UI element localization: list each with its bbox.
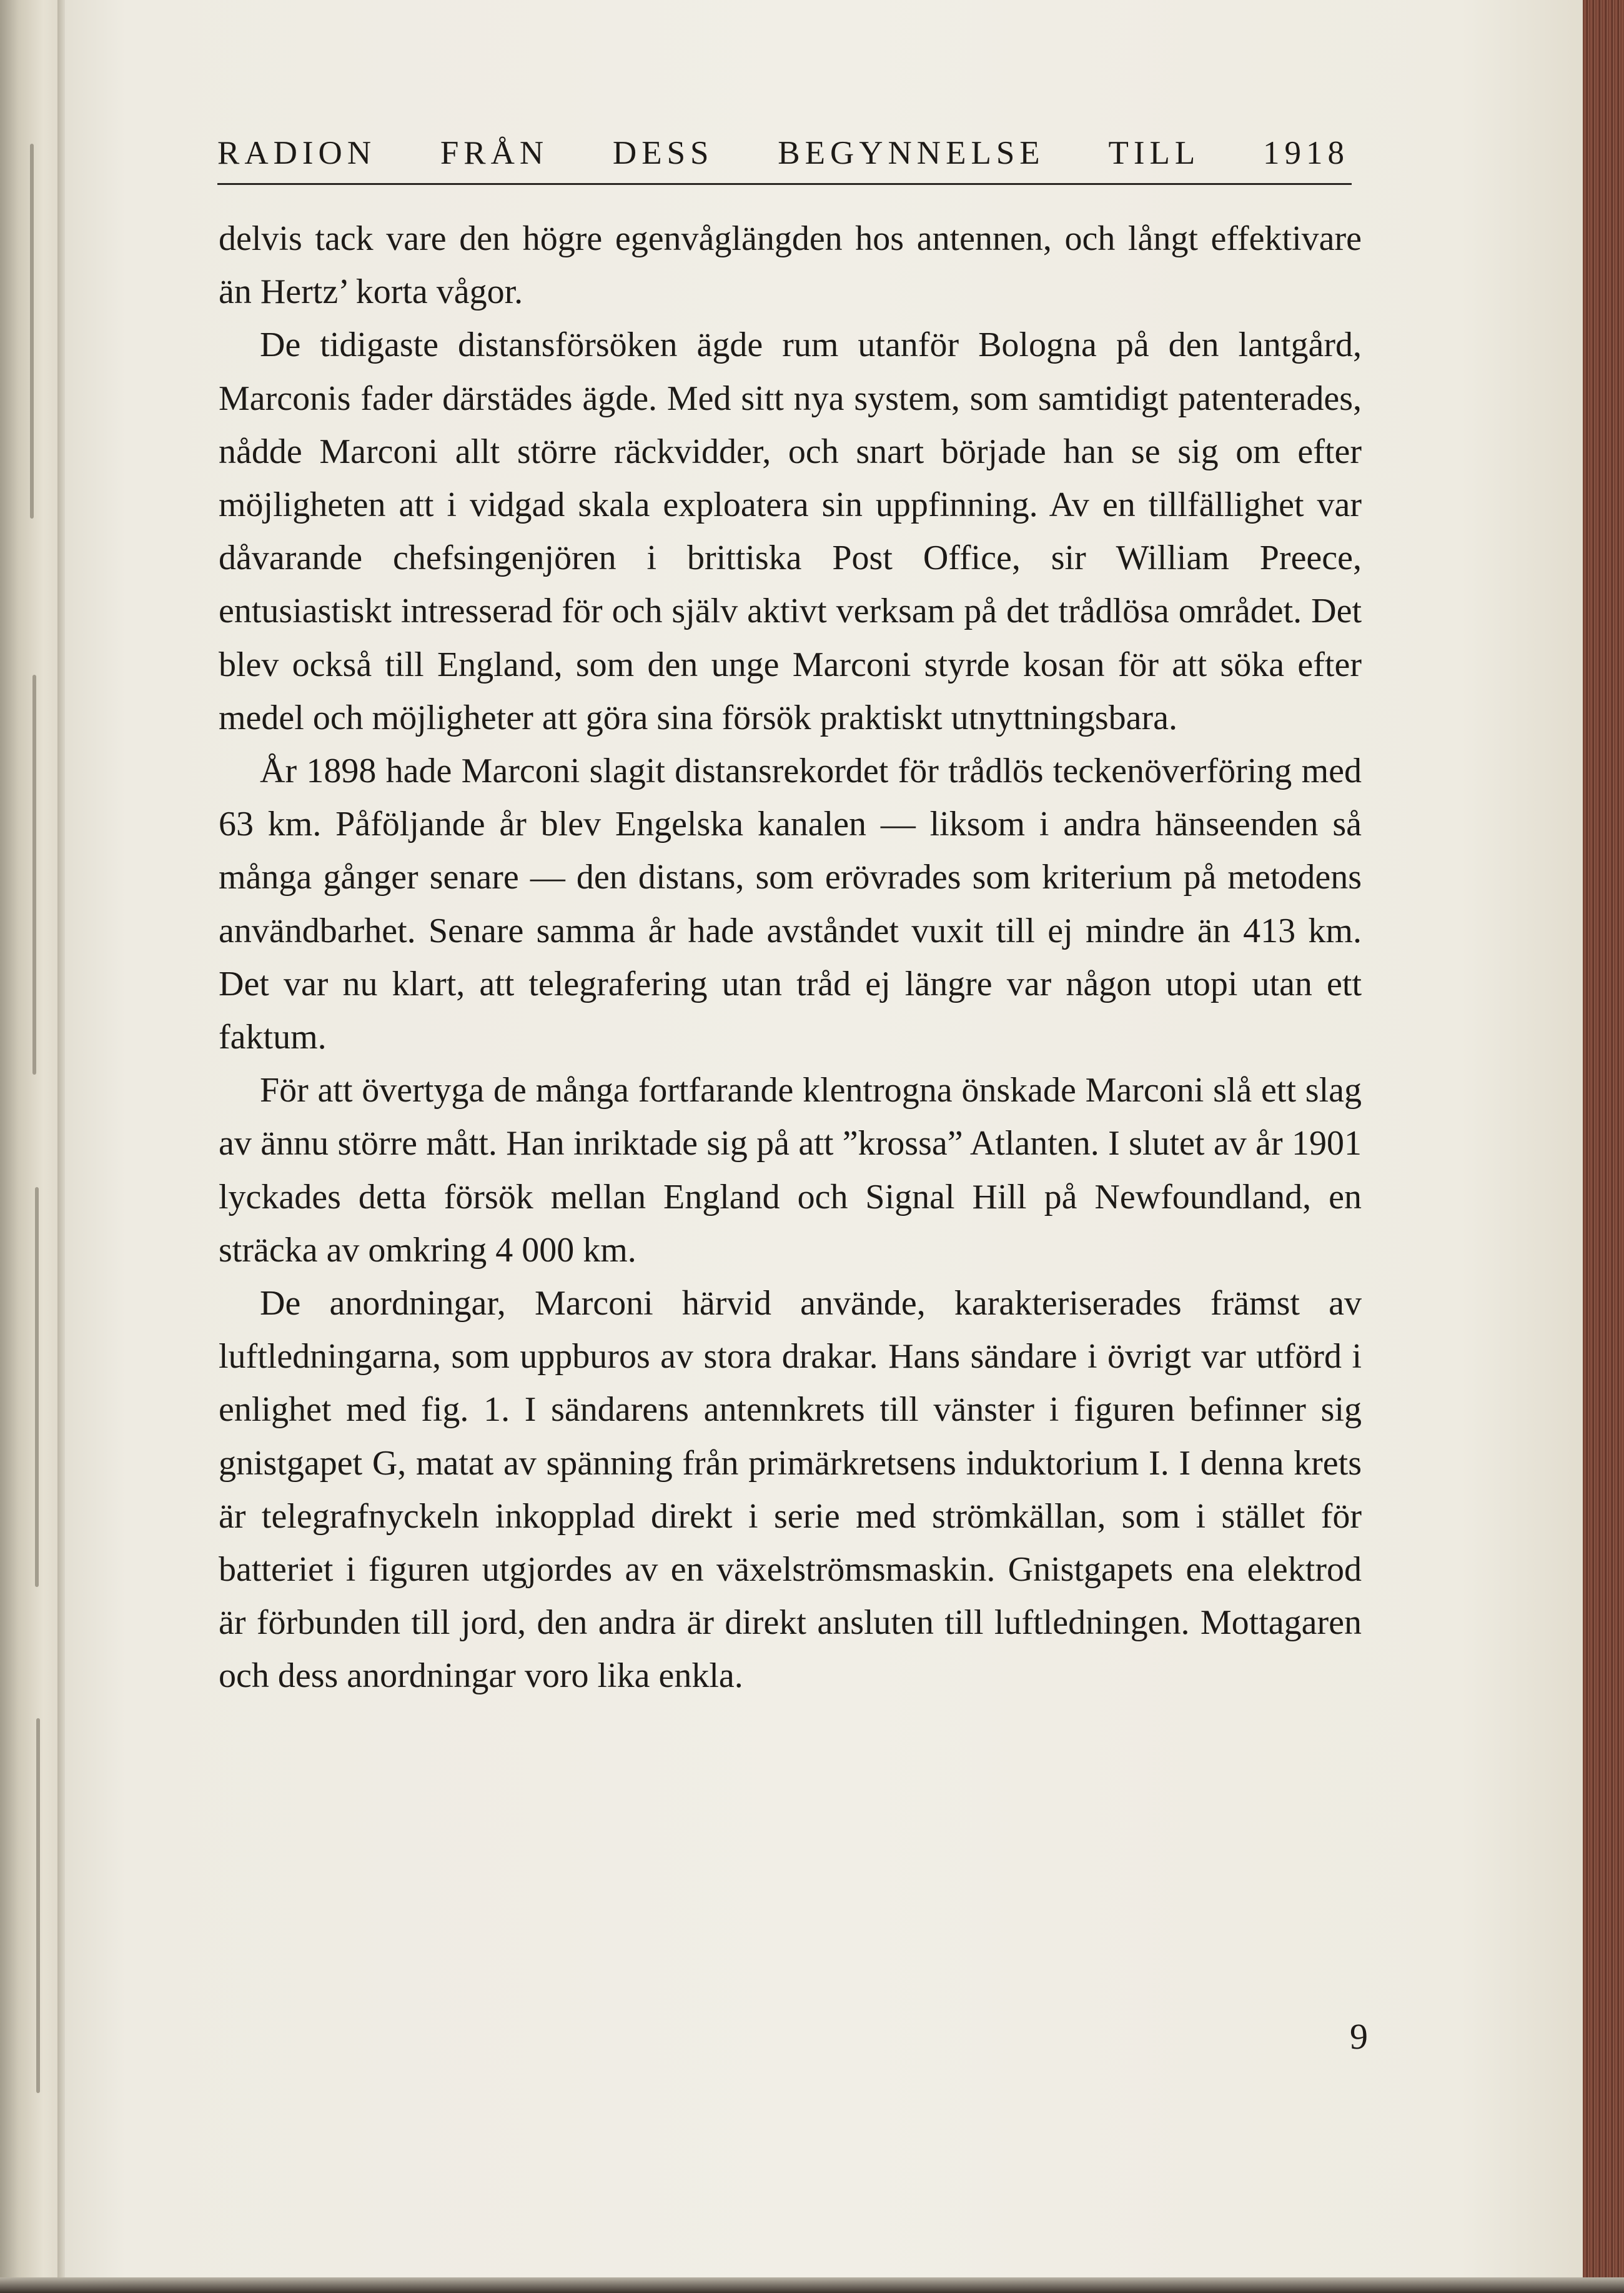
binding-stitch: [32, 675, 36, 1075]
paragraph: De tidigaste distansförsöken ägde rum utanför Bologna på den lantgård, Marconis fader därstädes ägde. Med sitt nya system, som samtidigt patenterades, nådde Marconi allt större räckvidder, och snart började han se sig om efter möjligheten att i vidgad skala exploatera sin uppfinning. Av en tillfällighet var dåvarande chefsingenjören i brittiska Post Office, sir William Preece, entusiastiskt intresserad för och själv aktivt verksam på det trådlösa området. Det blev också till England, som den unge Marconi styrde kosan för att söka efter medel och möjligheter att göra sina försök praktiskt utnyttningsbara.: [219, 326, 1362, 737]
paragraph: År 1898 hade Marconi slagit distansrekordet för trådlös teckenöverföring med 63 km. Påföljande år blev Engelska kanalen — liksom i andra hänseenden så många gånger senare — den distans, som erövrades som kriterium på metodens användbarhet. Senare samma år hade avståndet vuxit till ej mindre än 413 km. Det var nu klart, att telegrafering utan tråd ej längre var någon utopi utan ett faktum.: [219, 752, 1362, 1057]
bottom-edge-shadow: [0, 2277, 1624, 2293]
paragraph: De anordningar, Marconi härvid använde, karakteriserades främst av luftledningarna, som uppburos av stora drakar. Hans sändare i övrigt var utförd i enlighet med fig. 1. I sändarens antennkrets till vänster i figuren befinner sig gnistgapet G, matat av spänning från primärkretsens induktorium I. I denna krets är telegrafnyckeln inkopplad direkt i serie med strömkällan, som i stället för batteriet i figuren utgjordes av en växelströmsmaskin. Gnistgapets ena elektrod är förbunden till jord, den andra är direkt ansluten till luftledningen. Mottagaren och dess anordningar voro lika enkla.: [219, 1284, 1362, 1696]
binding-stitch: [30, 144, 34, 519]
page-number: 9: [1350, 2016, 1368, 2057]
binding-stitch: [36, 1718, 40, 2093]
paragraph: delvis tack vare den högre egenvåglängden hos antennen, och långt effektivare än Hertz’ korta vågor.: [219, 219, 1362, 312]
running-head: RADION FRÅN DESS BEGYNNELSE TILL 1918: [217, 135, 1349, 171]
header-rule: [217, 183, 1352, 185]
body-text: [219, 212, 1362, 1703]
book-edge: [1583, 0, 1624, 2293]
binding-stitch: [35, 1187, 39, 1587]
paragraph: För att övertyga de många fortfarande klentrogna önskade Marconi slå ett slag av ännu större mått. Han inriktade sig på att ”krossa” Atlanten. I slutet av år 1901 lyckades detta försök mellan England och Signal Hill på Newfoundland, en sträcka av omkring 4 000 km.: [219, 1071, 1362, 1270]
